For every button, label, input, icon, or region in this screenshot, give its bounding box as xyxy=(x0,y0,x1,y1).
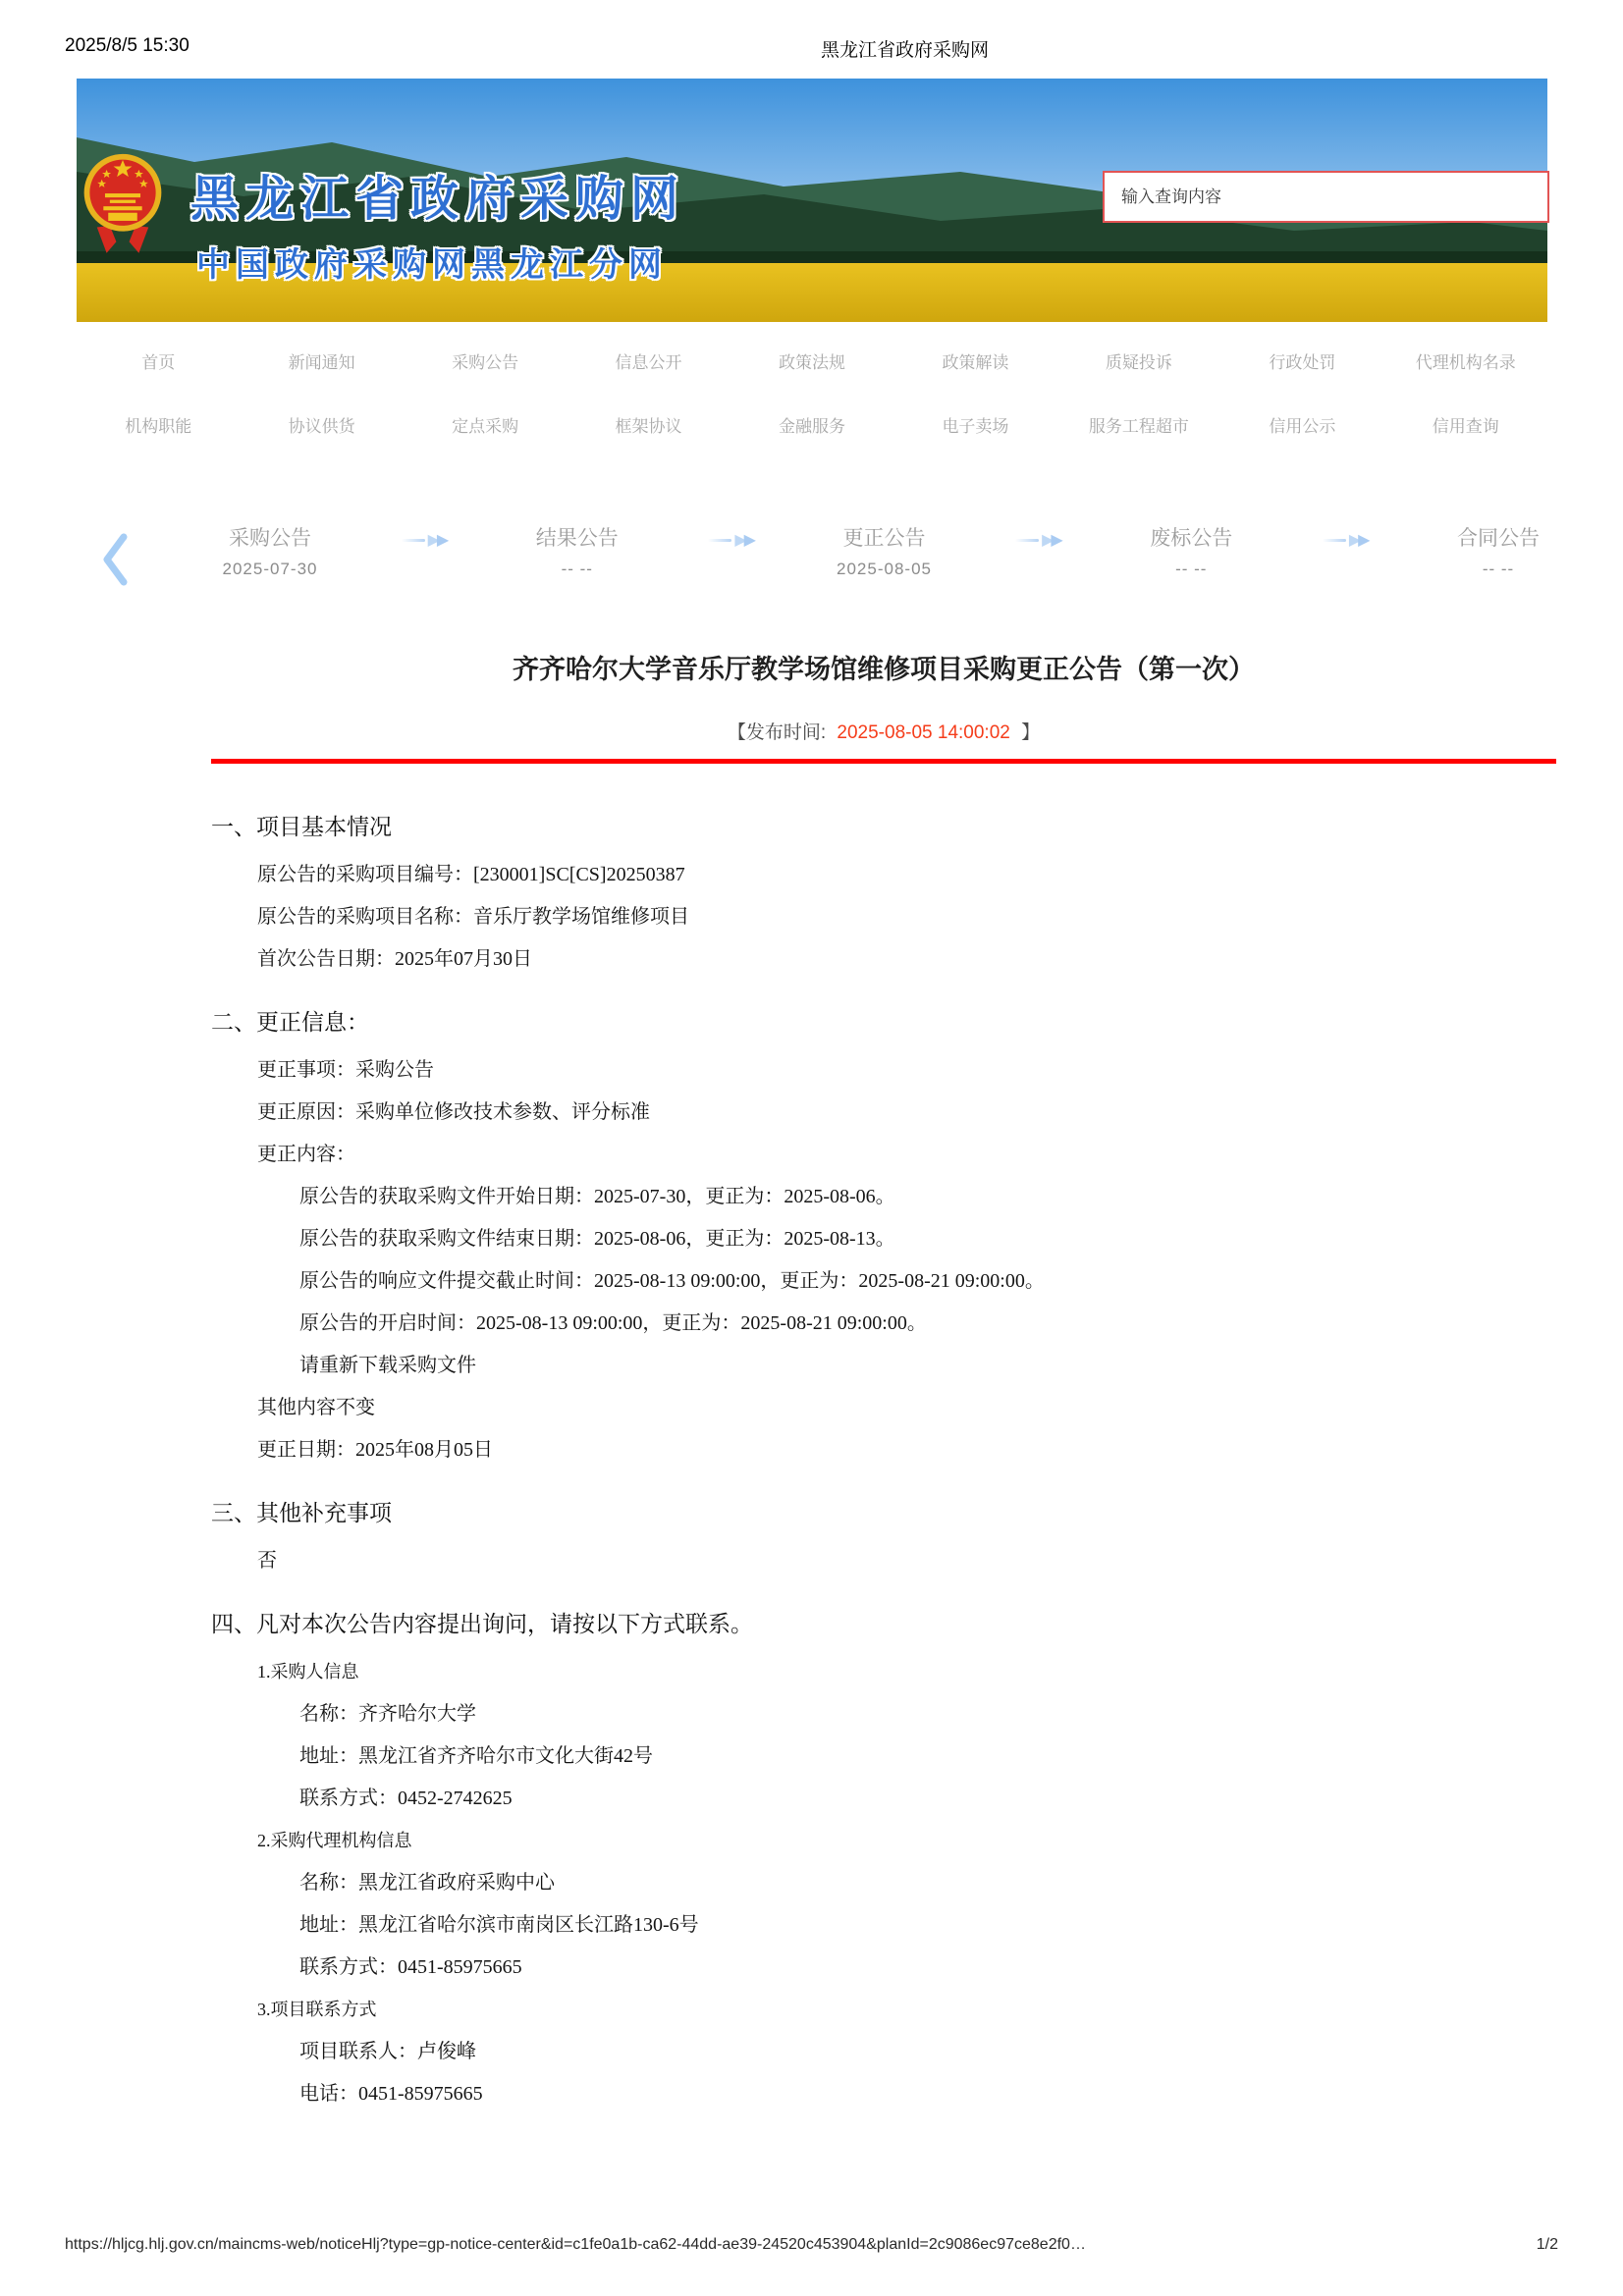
nav-item-r1-1[interactable]: 新闻通知 xyxy=(288,353,355,372)
notice-article xyxy=(211,651,1556,2115)
timeline-stage-date: 2025-07-30 xyxy=(222,560,318,578)
article-line: 二、更正信息： xyxy=(211,1010,369,1035)
timeline-stage-label: 合同公告 xyxy=(1457,527,1540,550)
timeline-stage-date: -- -- xyxy=(1175,560,1208,578)
nav-item-r2-7[interactable]: 信用公示 xyxy=(1269,417,1336,436)
red-divider xyxy=(211,759,1556,764)
timeline-arrow-icon: ▶ ▶ xyxy=(656,532,806,548)
site-subtitle: 中国政府采购网黑龙江分网 xyxy=(196,246,668,284)
nav-item-r2-3[interactable]: 框架协议 xyxy=(615,417,682,436)
timeline-stage-date: -- -- xyxy=(561,560,593,578)
main-nav xyxy=(77,329,1547,456)
article-line: 联系方式：0452-2742625 xyxy=(299,1788,513,1809)
article-line: 否 xyxy=(257,1550,277,1572)
timeline-stage-label: 结果公告 xyxy=(535,527,619,550)
nav-item-r2-1[interactable]: 协议供货 xyxy=(288,417,355,436)
nav-row-1 xyxy=(77,329,1547,393)
article-line: 更正原因：采购单位修改技术参数、评分标准 xyxy=(257,1101,650,1123)
search-input[interactable] xyxy=(1103,171,1549,223)
timeline-stage-0[interactable] xyxy=(191,522,349,579)
article-line: 3.项目联系方式 xyxy=(257,2000,377,2019)
article-line: 原公告的获取采购文件结束日期：2025-08-06，更正为：2025-08-13。 xyxy=(299,1228,895,1250)
timeline-stage-1[interactable] xyxy=(499,522,656,579)
nav-item-r1-3[interactable]: 信息公开 xyxy=(615,353,682,372)
article-line: 2.采购代理机构信息 xyxy=(257,1831,412,1850)
nav-item-r1-0[interactable]: 首页 xyxy=(141,353,176,372)
print-page-number: 1/2 xyxy=(1536,2236,1558,2253)
timeline-stage-label: 更正公告 xyxy=(842,527,926,550)
article-body xyxy=(211,805,1556,2115)
publish-time-value: 2025-08-05 14:00:02 xyxy=(837,722,1010,743)
nav-item-r1-8[interactable]: 代理机构名录 xyxy=(1415,353,1516,372)
timeline-arrow-icon: ▶ ▶ xyxy=(1270,532,1420,548)
timeline-stage-label: 采购公告 xyxy=(229,527,311,550)
article-line: 原公告的开启时间：2025-08-13 09:00:00，更正为：2025-08-21 09:00:00。 xyxy=(299,1312,927,1334)
nav-item-r2-8[interactable]: 信用查询 xyxy=(1432,417,1499,436)
article-line: 原公告的获取采购文件开始日期：2025-07-30，更正为：2025-08-06。 xyxy=(299,1186,895,1207)
article-line: 联系方式：0451-85975665 xyxy=(299,1956,522,1978)
publish-time-label: 【发布时间: xyxy=(727,722,827,743)
site-title: 黑龙江省政府采购网 xyxy=(190,173,686,226)
article-line: 原公告的采购项目名称：音乐厅教学场馆维修项目 xyxy=(257,906,689,928)
publish-time-row xyxy=(211,718,1556,744)
print-page-title: 黑龙江省政府采购网 xyxy=(821,40,990,61)
print-datetime: 2025/8/5 15:30 xyxy=(65,35,189,56)
article-line: 四、凡对本次公告内容提出询问，请按以下方式联系。 xyxy=(211,1612,753,1636)
article-line: 更正事项：采购公告 xyxy=(257,1059,434,1081)
publish-time-close: 】 xyxy=(1021,722,1041,743)
article-line: 名称：齐齐哈尔大学 xyxy=(299,1703,476,1725)
article-title: 齐齐哈尔大学音乐厅教学场馆维修项目采购更正公告（第一次） xyxy=(513,655,1255,684)
timeline-stage-2[interactable] xyxy=(806,522,963,579)
nav-item-r2-4[interactable]: 金融服务 xyxy=(778,417,845,436)
nav-item-r2-2[interactable]: 定点采购 xyxy=(452,417,519,436)
article-line: 其他内容不变 xyxy=(257,1397,375,1418)
nav-item-r1-2[interactable]: 采购公告 xyxy=(452,353,519,372)
article-line: 地址：黑龙江省哈尔滨市南岗区长江路130-6号 xyxy=(299,1914,699,1936)
article-line: 更正内容： xyxy=(257,1144,355,1165)
chevron-left-icon[interactable] xyxy=(100,532,130,592)
timeline-arrow-icon: ▶ ▶ xyxy=(963,532,1113,548)
timeline-stage-4[interactable] xyxy=(1420,522,1577,579)
nav-item-r1-6[interactable]: 质疑投诉 xyxy=(1105,353,1172,372)
article-line: 原公告的采购项目编号：[230001]SC[CS]20250387 xyxy=(257,864,685,885)
timeline-stage-date: 2025-08-05 xyxy=(837,560,932,578)
timeline-stage-date: -- -- xyxy=(1482,560,1515,578)
article-line: 地址：黑龙江省齐齐哈尔市文化大街42号 xyxy=(299,1745,653,1767)
nav-item-r1-4[interactable]: 政策法规 xyxy=(778,353,845,372)
article-line: 1.采购人信息 xyxy=(257,1662,359,1682)
article-line: 更正日期：2025年08月05日 xyxy=(257,1439,493,1461)
nav-item-r1-5[interactable]: 政策解读 xyxy=(942,353,1009,372)
print-url: https://hljcg.hlj.gov.cn/maincms-web/noticeHlj?type=gp-notice-center&id=c1fe0a1b-ca62-44dd-ae39-24520c453904&planId=2c9086ec97ce8e2f0… xyxy=(65,2236,1086,2253)
notice-timeline xyxy=(77,522,1579,611)
article-line: 请重新下载采购文件 xyxy=(299,1355,476,1376)
article-line: 首次公告日期：2025年07月30日 xyxy=(257,948,532,970)
article-line: 名称：黑龙江省政府采购中心 xyxy=(299,1872,555,1894)
article-line: 项目联系人：卢俊峰 xyxy=(299,2041,476,2062)
nav-item-r1-7[interactable]: 行政处罚 xyxy=(1269,353,1336,372)
timeline-stages xyxy=(191,522,1577,579)
article-line: 原公告的响应文件提交截止时间：2025-08-13 09:00:00，更正为：2025-08-21 09:00:00。 xyxy=(299,1270,1045,1292)
national-emblem-icon xyxy=(82,141,163,273)
nav-item-r2-0[interactable]: 机构职能 xyxy=(125,417,192,436)
article-line: 一、项目基本情况 xyxy=(211,815,392,839)
timeline-stage-label: 废标公告 xyxy=(1150,527,1233,550)
article-line: 三、其他补充事项 xyxy=(211,1501,392,1525)
nav-item-r2-5[interactable]: 电子卖场 xyxy=(942,417,1009,436)
timeline-stage-3[interactable] xyxy=(1112,522,1270,579)
article-line: 电话：0451-85975665 xyxy=(299,2083,483,2105)
nav-row-2 xyxy=(77,393,1547,456)
timeline-arrow-icon: ▶ ▶ xyxy=(349,532,499,548)
nav-item-r2-6[interactable]: 服务工程超市 xyxy=(1088,417,1189,436)
